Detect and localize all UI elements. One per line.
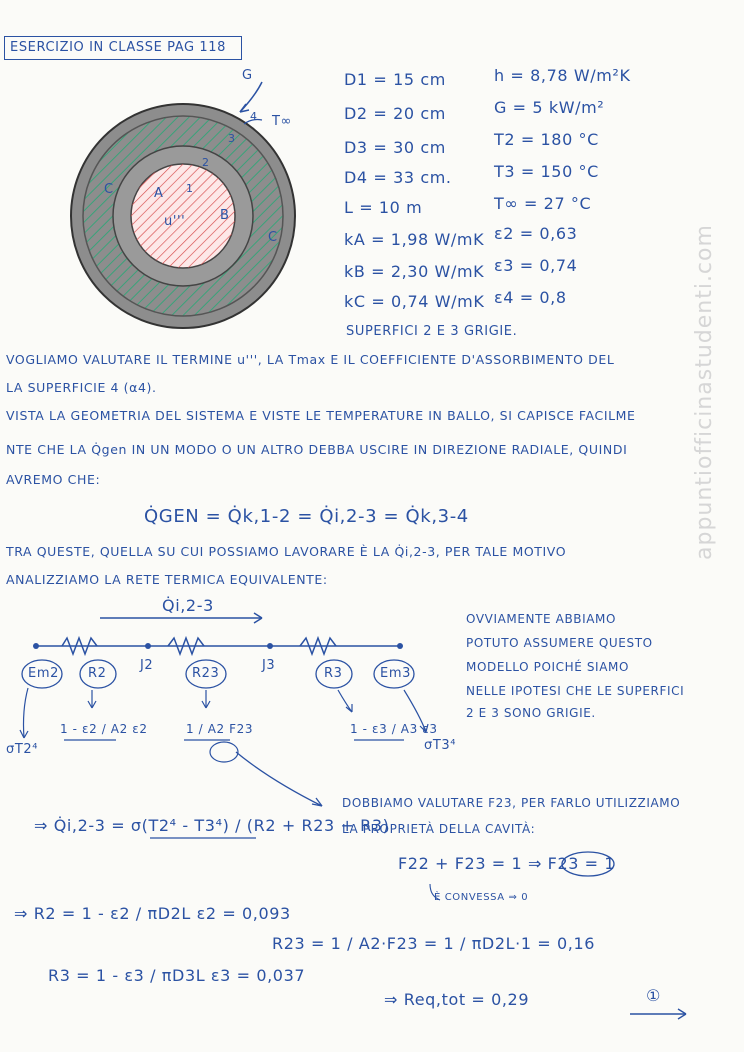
param-h: h = 8,78 W/m²K	[494, 66, 631, 85]
node-em3: Em3	[380, 666, 411, 681]
param-ka: kA = 1,98 W/mK	[344, 230, 485, 249]
flow-label: Q̇i,2-3	[162, 596, 214, 615]
paragraph-line-5: AVREMO CHE:	[6, 472, 101, 487]
label-1: 1	[186, 182, 194, 195]
param-d3: D3 = 30 cm	[344, 138, 446, 157]
exercise-title: ESERCIZIO IN CLASSE PAG 118	[10, 40, 227, 55]
label-a: A	[154, 186, 164, 201]
label-2: 2	[202, 156, 210, 169]
paragraph-line-4: NTE CHE LA Q̇gen IN UN MODO O UN ALTRO DEBBA USCIRE IN DIREZIONE RADIALE, QUINDI	[6, 442, 628, 457]
equation-r2: ⇒ R2 = 1 - ε2 / πD2L ε2 = 0,093	[14, 904, 291, 923]
cavity-note-1: DOBBIAMO VALUTARE F23, PER FARLO UTILIZZIAMO	[342, 796, 681, 810]
param-tinf: T∞ = 27 °C	[494, 194, 592, 213]
side-note-line-2: POTUTO ASSUMERE QUESTO	[466, 636, 653, 650]
side-note-line-4: NELLE IPOTESI CHE LE SUPERFICI	[466, 684, 685, 698]
node-j3: J3	[262, 658, 276, 673]
side-note-line-3: MODELLO POICHÉ SIAMO	[466, 660, 630, 674]
fraction-r2: 1 - ε2 / A2 ε2	[60, 722, 148, 736]
param-l: L = 10 m	[344, 198, 423, 217]
sigma-t2: σT2⁴	[6, 742, 39, 757]
label-4: 4	[250, 110, 258, 123]
equation-main: Q̇GEN = Q̇k,1-2 = Q̇i,2-3 = Q̇k,3-4	[144, 506, 469, 527]
label-u: u'''	[164, 214, 186, 229]
cavity-sub: È CONVESSA ⇒ 0	[434, 892, 529, 903]
label-b: B	[220, 208, 230, 223]
param-g: G = 5 kW/m²	[494, 98, 605, 117]
equation-r3: R3 = 1 - ε3 / πD3L ε3 = 0,037	[48, 966, 306, 985]
label-3: 3	[228, 132, 236, 145]
equation-req: ⇒ Req,tot = 0,29	[384, 990, 530, 1009]
equation-r23: R23 = 1 / A2·F23 = 1 / πD2L·1 = 0,16	[272, 934, 596, 953]
sigma-t3: σT3⁴	[424, 738, 457, 753]
node-r2: R2	[88, 666, 107, 681]
paragraph-line-1: VOGLIAMO VALUTARE IL TERMINE u''', LA Tmax E IL COEFFICIENTE D'ASSORBIMENTO DEL	[6, 352, 615, 367]
equation-q: ⇒ Q̇i,2-3 = σ(T2⁴ - T3⁴) / (R2 + R23 + R3)	[34, 816, 390, 835]
fraction-r3: 1 - ε3 / A3 ε3	[350, 722, 438, 736]
page-number: ①	[646, 986, 661, 1005]
cavity-equation: F22 + F23 = 1 ⇒ F23 = 1	[398, 854, 616, 873]
label-tinf: T∞	[272, 114, 292, 129]
label-c-left: C	[104, 182, 114, 197]
label-c-right: C	[268, 230, 278, 245]
side-note-line-5: 2 E 3 SONO GRIGIE.	[466, 706, 596, 720]
param-d1: D1 = 15 cm	[344, 70, 446, 89]
param-e4: ε4 = 0,8	[494, 288, 567, 307]
side-note-line-1: OVVIAMENTE ABBIAMO	[466, 612, 617, 626]
param-kb: kB = 2,30 W/mK	[344, 262, 485, 281]
node-r23: R23	[192, 666, 220, 681]
param-d2: D2 = 20 cm	[344, 104, 446, 123]
node-j2: J2	[140, 658, 154, 673]
watermark: appuntiofficinastudenti.com	[692, 224, 717, 560]
network-intro-1: TRA QUESTE, QUELLA SU CUI POSSIAMO LAVORARE È LA Q̇i,2-3, PER TALE MOTIVO	[6, 544, 567, 559]
fraction-r23: 1 / A2 F23	[186, 722, 254, 736]
surfaces-note: SUPERFICI 2 E 3 GRIGIE.	[346, 324, 518, 339]
param-e3: ε3 = 0,74	[494, 256, 578, 275]
label-g: G	[242, 68, 253, 83]
node-r3: R3	[324, 666, 343, 681]
param-d4: D4 = 33 cm.	[344, 168, 452, 187]
param-t3: T3 = 150 °C	[494, 162, 599, 181]
node-em2: Em2	[28, 666, 59, 681]
cavity-note-2: LA PROPRIETÀ DELLA CAVITÀ:	[342, 822, 536, 836]
param-t2: T2 = 180 °C	[494, 130, 599, 149]
paragraph-line-2: LA SUPERFICIE 4 (α4).	[6, 380, 157, 395]
param-e2: ε2 = 0,63	[494, 224, 578, 243]
paragraph-line-3: VISTA LA GEOMETRIA DEL SISTEMA E VISTE LE TEMPERATURE IN BALLO, SI CAPISCE FACILME	[6, 408, 636, 423]
param-kc: kC = 0,74 W/mK	[344, 292, 485, 311]
network-intro-2: ANALIZZIAMO LA RETE TERMICA EQUIVALENTE:	[6, 572, 328, 587]
